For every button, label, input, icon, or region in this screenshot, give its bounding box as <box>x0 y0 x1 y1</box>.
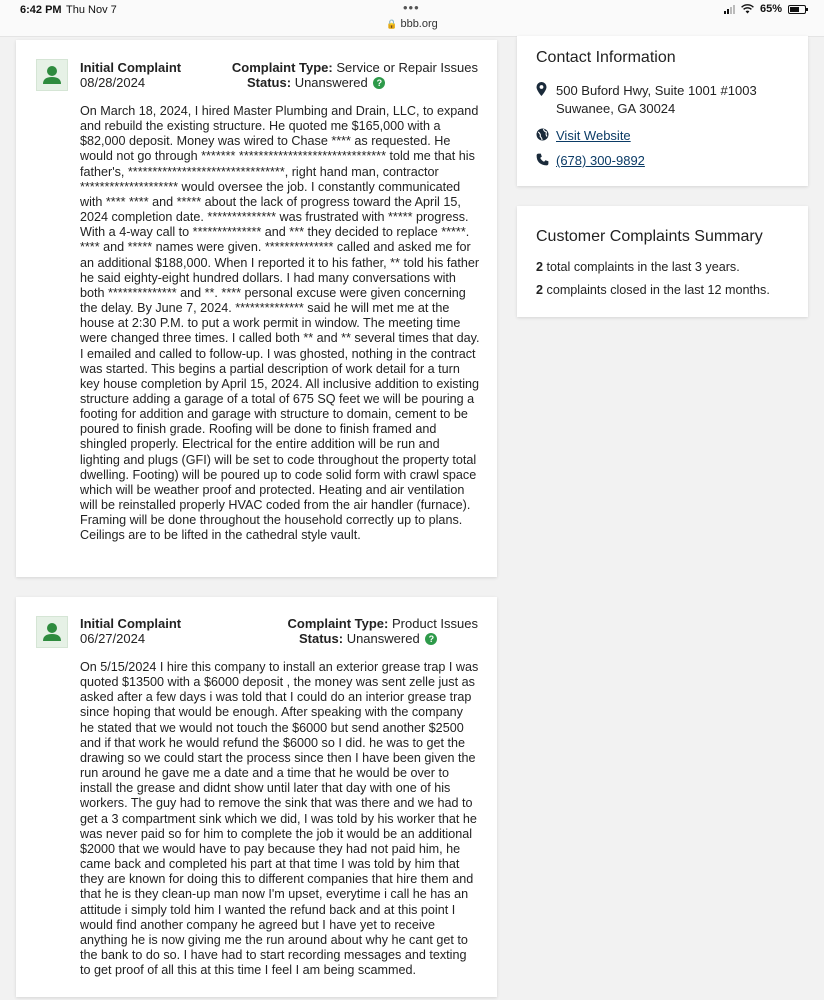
url-text: bbb.org <box>400 18 438 30</box>
battery-icon <box>788 5 806 14</box>
summary-total-count: 2 <box>536 260 544 274</box>
globe-icon <box>536 128 556 144</box>
complaint-type-label: Complaint Type: <box>287 616 389 631</box>
complaint-type <box>288 616 479 631</box>
complaint-status <box>247 75 385 90</box>
complaint-type <box>232 60 478 75</box>
complaint-type-value: Service or Repair Issues <box>336 60 478 75</box>
signal-icon <box>724 5 735 14</box>
battery-percent: 65% <box>759 3 782 15</box>
lock-icon: 🔒 <box>386 19 398 29</box>
complaint-type-value: Product Issues <box>392 616 478 631</box>
status-date: Thu Nov 7 <box>66 4 117 16</box>
address-line1: 500 Buford Hwy, Suite 1001 #1003 <box>556 83 757 98</box>
status-indicators <box>724 3 806 15</box>
complaint-card <box>16 597 497 997</box>
complaint-date: 06/27/2024 <box>80 631 146 646</box>
complaint-status <box>299 631 437 646</box>
complaint-text: On 5/15/2024 I hire this company to install an exterior grease trap I was quoted $13500 with a $6000 deposit , the money was sent zelle just as asked after a few days i was told that I could do an interior grease trap since hoping that would be enough. After speaking with the company he stated that we would not touch the $6000 but send another $2500 and if that work he would refund the $6000 so I did. he was to get the drawing so we could start the process since then I have been given the run around he gave me a date and a time that he would be over to install the grease and didnt show until later that day with one of his workers. The guy had to remove the sink that was there and we had to get a 3 compartment sink which we did, I was told by his worker that he was never paid so for him to complete the job it would be an additional $2000 that we would have to pay because they had not paid him, he came back and completed his part at that time I was told by him that they are known for doing this to different companies that hire them and that he is they clean-up man now I'm upset, everytime i call he has an attitude i simply told him I wanted the refund back and at this point I would find another company he agreed but I have yet to receive anything he is now giving me the run around about why he cant get to the bank to do so. I have had to start recording messages and texting to get proof of all this at this time I feel I am being scammed. <box>80 660 479 978</box>
user-avatar-icon <box>36 59 68 91</box>
summary-total-text: total complaints in the last 3 years. <box>546 260 740 274</box>
complaint-title: Initial Complaint <box>80 60 182 75</box>
address-line2: Suwanee, GA 30024 <box>556 101 676 116</box>
complaint-title: Initial Complaint <box>80 616 182 631</box>
question-icon[interactable]: ? <box>373 77 385 89</box>
summary-line-total <box>536 260 740 274</box>
contact-heading: Contact Information <box>536 49 676 66</box>
complaint-card <box>16 40 497 577</box>
complaint-date: 08/28/2024 <box>80 75 146 90</box>
question-icon[interactable]: ? <box>425 633 437 645</box>
contact-address <box>536 82 757 118</box>
summary-line-closed <box>536 283 770 297</box>
complaint-type-label: Complaint Type: <box>231 60 333 75</box>
wifi-icon <box>741 4 754 14</box>
contact-card <box>517 36 808 186</box>
phone-link[interactable]: (678) 300-9892 <box>556 153 645 168</box>
contact-website <box>536 128 631 144</box>
complaint-status-label: Status: <box>299 631 344 646</box>
status-bar <box>0 0 824 37</box>
complaint-text: On March 18, 2024, I hired Master Plumbing and Drain, LLC, to expand and rebuild the existing structure. He quoted me $165,000 with a $82,000 deposit. Money was wired to Chase **** as requested. He would not go through ******* ****************************** told me that his father's, ********************************, right hand man, contractor ******************** would oversee the job. I constantly communicated with **** **** and ***** about the lack of progress toward the April 15, 2024 completion date. ************** was frustrated with ***** progress. With a 4-way call to ************** and *** they decided to replace *****. **** and ***** names were given. ************** called and asked me for an additional $188,000. When I reported it to his father, ** told his father he said eighty-eight hundred dollars. I had many conversations with both ************** and **. **** personal excuse were given concerning the delay. By June 7, 2024. ************** said he will met me at the house at 2:30 P.M. to put a work permit in window. The meeting time were changed three times. I called both ** and ** several times that day. I emailed and called to follow-up. I was ghosted, nothing in the contract was started. This begins a partial description of work detail for a turn key house completion by April 15, 2024. All inclusive addition to existing structure adding a garage of a total of 675 SQ feet we will be pouring a footing for addition and garage with structure to domain, cement to be poured to finish grade. Roofing will be done to finish framed and shingled properly. Electrical for the entire addition will be run and lighting and plugs (GFI) will be set to code throughout the property total dwelling. Footing) will be poured up to code solid form with crawl space which will be weather proof and protected. Heating and air ventilation will be reinstalled properly HVAC coded from the air handler (furnace). Framing will be done throughout the household correctly up to plans. Ceilings are to be lifted in the cathedral style vault. <box>80 104 480 543</box>
summary-closed-count: 2 <box>536 283 544 297</box>
complaint-status-label: Status: <box>247 75 292 90</box>
complaints-summary-card <box>517 206 808 317</box>
location-pin-icon <box>536 82 556 99</box>
multitask-dots-icon[interactable]: ••• <box>403 0 420 15</box>
summary-closed-text: complaints closed in the last 12 months. <box>546 283 770 297</box>
visit-website-link[interactable]: Visit Website <box>556 128 631 143</box>
phone-icon <box>536 153 556 169</box>
contact-phone <box>536 153 645 169</box>
summary-heading: Customer Complaints Summary <box>536 228 763 245</box>
complaint-status-value: Unanswered <box>346 631 420 646</box>
complaint-status-value: Unanswered <box>294 75 368 90</box>
address-bar[interactable] <box>0 18 824 30</box>
status-time: 6:42 PM <box>20 4 62 16</box>
user-avatar-icon <box>36 616 68 648</box>
